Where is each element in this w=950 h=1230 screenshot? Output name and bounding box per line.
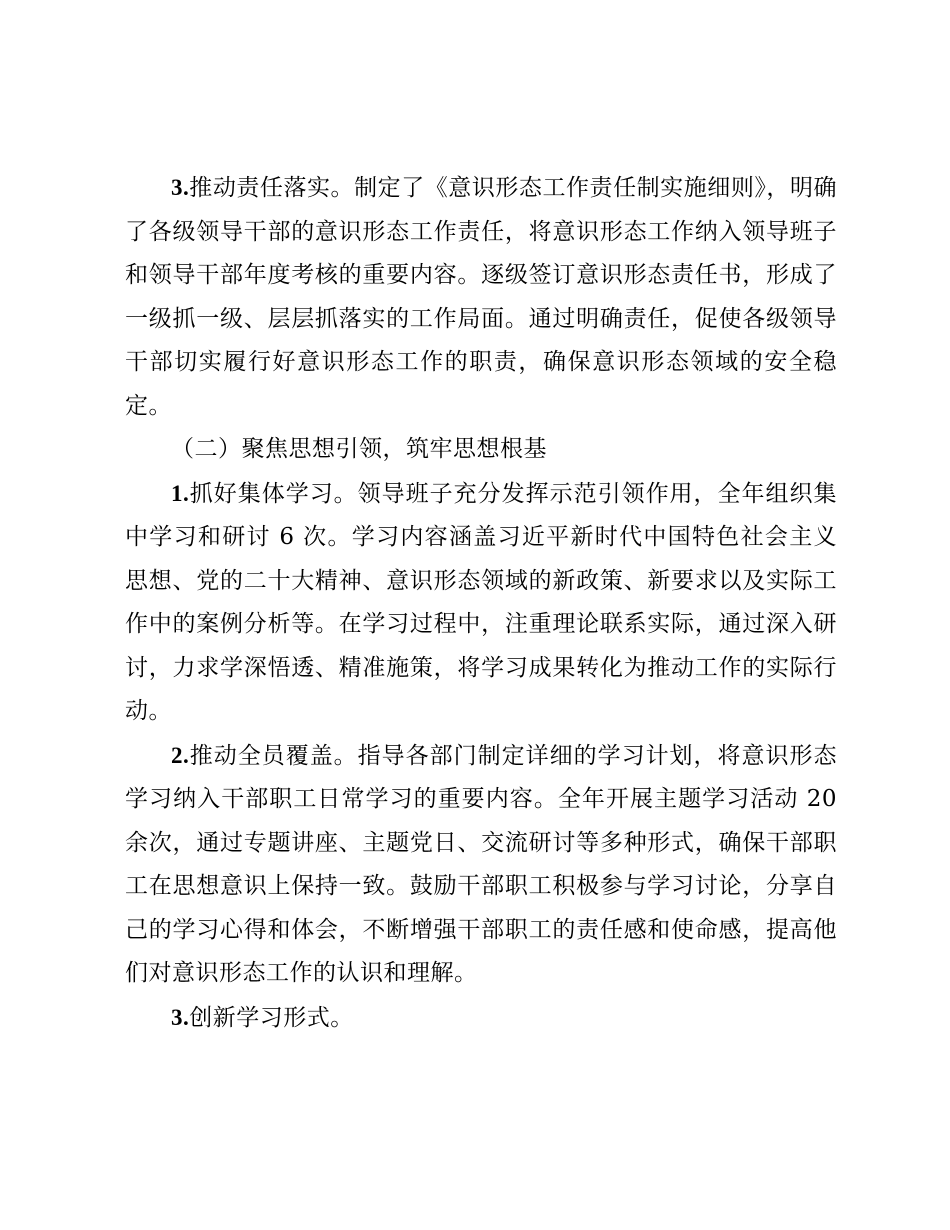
paragraph-number: 3.	[171, 1004, 190, 1030]
paragraph-collective-study	[125, 472, 837, 734]
paragraph-number: 2.	[171, 742, 190, 768]
paragraph-number: 1.	[171, 480, 190, 506]
paragraph-innovate-study	[125, 996, 837, 1041]
document-body	[125, 166, 837, 1040]
paragraph-text: 推动责任落实。制定了《意识形态工作责任制实施细则》，明确了各级领导干部的意识形态工作责任，将意识形态工作纳入领导班子和领导干部年度考核的重要内容。逐级签订意识形态责任书，形成了一级抓一级、层层抓落实的工作局面。通过明确责任，促使各级领导干部切实履行好意识形态工作的职责，确保意识形态领域的安全稳定。	[125, 175, 837, 419]
section-heading: （二）聚焦思想引领，筑牢思想根基	[171, 436, 547, 462]
paragraph-text: 抓好集体学习。领导班子充分发挥示范引领作用，全年组织集中学习和研讨 6 次。学习内容涵盖习近平新时代中国特色社会主义思想、党的二十大精神、意识形态领域的新政策、新要求以及实际工作中的案例分析等。在学习过程中，注重理论联系实际，通过深入研讨，力求学深悟透、精准施策，将学习成果转化为推动工作的实际行动。	[125, 480, 837, 724]
paragraph-text: 推动全员覆盖。指导各部门制定详细的学习计划，将意识形态学习纳入干部职工日常学习的重要内容。全年开展主题学习活动 20 余次，通过专题讲座、主题党日、交流研讨等多种形式，确保干部职工在思想意识上保持一致。鼓励干部职工积极参与学习讨论，分享自己的学习心得和体会，不断增强干部职工的责任感和使命感，提高他们对意识形态工作的认识和理解。	[125, 742, 837, 986]
paragraph-responsibility	[125, 166, 837, 428]
paragraph-full-coverage	[125, 734, 837, 996]
paragraph-text: 创新学习形式。	[189, 1004, 354, 1031]
paragraph-number: 3.	[171, 175, 190, 200]
